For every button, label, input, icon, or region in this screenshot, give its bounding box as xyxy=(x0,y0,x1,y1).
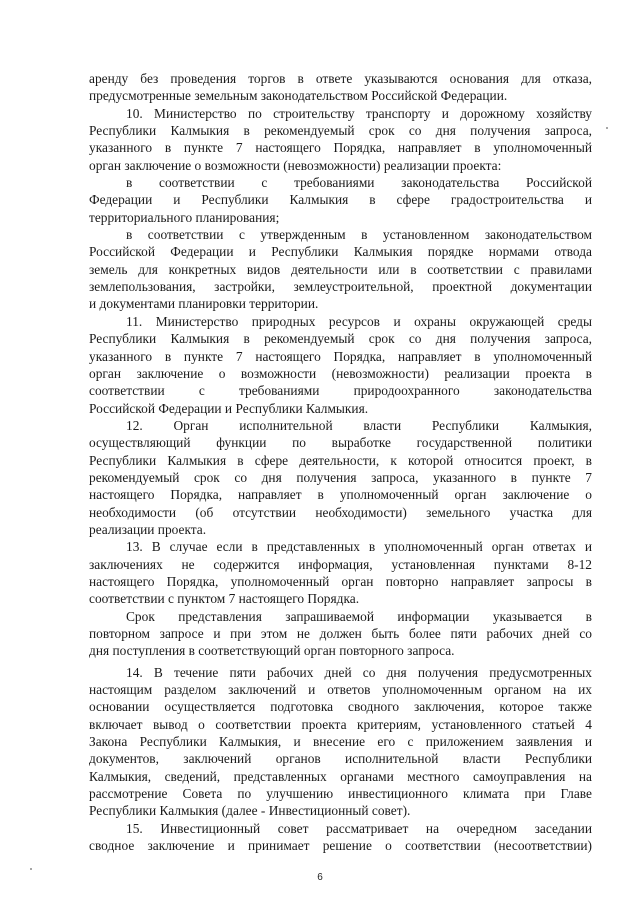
text-line: рассмотрение Совета по улучшению инвестиционного климата при Главе xyxy=(89,786,592,802)
text-line: рекомендуемый срок со дня получения запроса, указанного в пункте 7 xyxy=(89,469,592,485)
text-line: Федерации и Республики Калмыкия в сфере градостроительства и xyxy=(89,192,592,208)
text-line: документов, заключений органов исполнительной власти Республики xyxy=(89,751,592,767)
text-line: Республики Калмыкия в рекомендуемый срок со дня получения запроса, xyxy=(89,331,592,347)
text-line: Закона Республики Калмыкия, и внесение его с приложением заявления и xyxy=(89,734,592,750)
text-line: заключениях не содержится информация, установленная пунктами 8-12 xyxy=(89,556,592,572)
text-line: повторном запросе и при этом не должен быть более пяти рабочих дней со xyxy=(89,626,592,641)
text-line: Республики Калмыкия (далее - Инвестиционный совет). xyxy=(89,803,411,819)
text-line: соответствии с пунктом 7 настоящего Порядка. xyxy=(89,591,360,607)
text-line: Калмыкия, сведений, представленных органами местного самоуправления на xyxy=(89,768,592,784)
text-line: соответствии с требованиями природоохранного законодательства xyxy=(89,383,592,399)
paragraph-p10b xyxy=(89,226,592,313)
text-line: настоящим разделом заключений и ответов уполномоченным органом на их xyxy=(89,682,592,698)
text-line: 12. Орган исполнительной власти Республики Калмыкия, xyxy=(126,417,592,433)
scan-speck xyxy=(30,868,32,870)
paragraph-p-cont xyxy=(89,70,592,105)
text-line: сводное заключение и принимает решение о соответствии (несоответствии) xyxy=(89,838,592,854)
text-line: указанного в пункте 7 настоящего Порядка, направляет в уполномоченный xyxy=(89,140,592,156)
text-line: предусмотренные земельным законодательством Российской Федерации. xyxy=(89,88,508,104)
text-line: аренду без проведения торгов в ответе указываются основания для отказа, xyxy=(89,71,592,86)
paragraph-p10a xyxy=(89,174,592,226)
paragraph-p13 xyxy=(89,538,592,607)
text-line: орган заключение о возможности (невозможности) реализации проекта в xyxy=(89,365,592,381)
paragraph-p12 xyxy=(89,417,592,538)
text-line: указанного в пункте 7 настоящего Порядка, направляет в уполномоченный xyxy=(89,348,592,364)
paragraph-p10 xyxy=(89,105,592,174)
text-line: и документами планировки территории. xyxy=(89,296,319,312)
text-line: Российской Федерации и Республики Калмыкия. xyxy=(89,400,369,416)
text-line: необходимости (об отсутствии необходимости) земельного участка для xyxy=(89,504,592,520)
text-line: территориального планирования; xyxy=(89,209,280,225)
text-line: Срок представления запрашиваемой информации указывается в xyxy=(126,608,592,624)
scan-speck xyxy=(606,127,608,129)
document-body xyxy=(89,70,592,854)
text-line: реализации проекта. xyxy=(89,521,207,537)
text-line: настоящего Порядка, направляет в уполномоченный орган заключение о xyxy=(89,487,592,503)
text-line: дня поступления в соответствующий орган повторного запроса. xyxy=(89,643,455,659)
text-line: земель для конкретных видов деятельности или в соответствии с правилами xyxy=(89,261,592,277)
text-line: осуществляющий функции по выработке государственной политики xyxy=(89,435,592,451)
text-line: 13. В случае если в представленных в уполномоченный орган ответах и xyxy=(126,539,592,555)
text-line: в соответствии с утвержденным в установленном законодательством xyxy=(126,227,592,243)
text-line: Республики Калмыкия в сфере деятельности, к которой относится проект, в xyxy=(89,452,592,468)
paragraph-p15 xyxy=(89,820,592,855)
text-line: основании осуществляется подготовка сводного заключения, которое также xyxy=(89,699,592,715)
text-line: настоящего Порядка, уполномоченный орган повторно направляет запросы в xyxy=(89,573,592,589)
text-line: 15. Инвестиционный совет рассматривает на очередном заседании xyxy=(126,820,592,836)
page-number: 6 xyxy=(317,872,323,883)
paragraph-p11 xyxy=(89,313,592,417)
text-line: 14. В течение пяти рабочих дней со дня получения предусмотренных xyxy=(126,664,592,680)
text-line: Российской Федерации и Республики Калмыкия порядке нормами отвода xyxy=(89,244,592,260)
text-line: включает вывод о соответствии проекта критериям, установленного статьей 4 xyxy=(89,716,592,732)
text-line: землепользования, застройки, землеустроительной, проектной документации xyxy=(89,279,592,295)
text-line: 10. Министерство по строительству транспорту и дорожному хозяйству xyxy=(126,105,592,121)
paragraph-p14 xyxy=(89,664,592,820)
paragraph-p13b xyxy=(89,608,592,660)
text-line: в соответствии с требованиями законодательства Российской xyxy=(126,175,592,191)
text-line: орган заключение о возможности (невозможности) реализации проекта: xyxy=(89,157,502,173)
text-line: 11. Министерство природных ресурсов и охраны окружающей среды xyxy=(126,313,592,329)
text-line: Республики Калмыкия в рекомендуемый срок со дня получения запроса, xyxy=(89,123,592,139)
